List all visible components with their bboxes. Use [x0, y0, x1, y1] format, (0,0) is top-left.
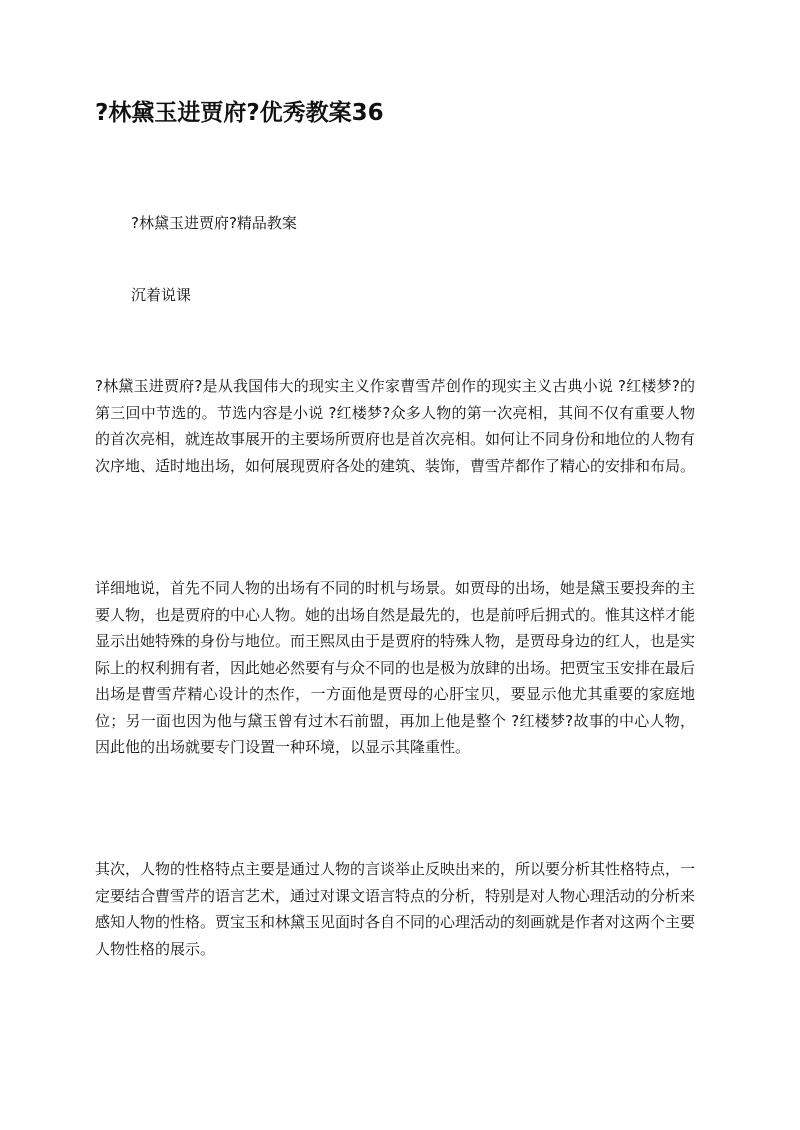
- document-subtitle: ?林黛玉进贾府?精品教案: [131, 214, 297, 232]
- body-paragraph-2: 详细地说，首先不同人物的出场有不同的时机与场景。如贾母的出场，她是黛玉要投奔的主要人物，也是贾府的中心人物。她的出场自然是最先的，也是前呼后拥式的。惟其这样才能显示出她特殊的身份与地位。而王熙凤由于是贾府的特殊人物，是贾母身边的红人，也是实际上的权利拥有者，因此她必然要有与众不同的也是极为放肆的出场。把贾宝玉安排在最后出场是曹雪芹精心设计的杰作，一方面他是贾母的心肝宝贝，要显示他尤其重要的家庭地位；另一面也因为他与黛玉曾有过木石前盟，再加上他是整个 ?红楼梦?故事的中心人物，因此他的出场就要专门设置一种环境，以显示其隆重性。: [95, 579, 696, 756]
- body-paragraph-1: ?林黛玉进贾府?是从我国伟大的现实主义作家曹雪芹创作的现实主义古典小说 ?红楼梦?的第三回中节选的。节选内容是小说 ?红楼梦?众多人物的第一次亮相，其间不仅有重要人物的首次亮相，就连故事展开的主要场所贾府也是首次亮相。如何让不同身份和地位的人物有次序地、适时地出场，如何展现贾府各处的建筑、装饰，曹雪芹都作了精心的安排和布局。: [95, 377, 696, 475]
- body-paragraph-3: 其次，人物的性格特点主要是通过人物的言谈举止反映出来的，所以要分析其性格特点，一定要结合曹雪芹的语言艺术，通过对课文语言特点的分析，特别是对人物心理活动的分析来感知人物的性格。贾宝玉和林黛玉见面时各自不同的心理活动的刻画就是作者对这两个主要人物性格的展示。: [95, 860, 696, 958]
- document-title: ?林黛玉进贾府?优秀教案36: [95, 100, 384, 126]
- section-heading: 沉着说课: [131, 286, 192, 304]
